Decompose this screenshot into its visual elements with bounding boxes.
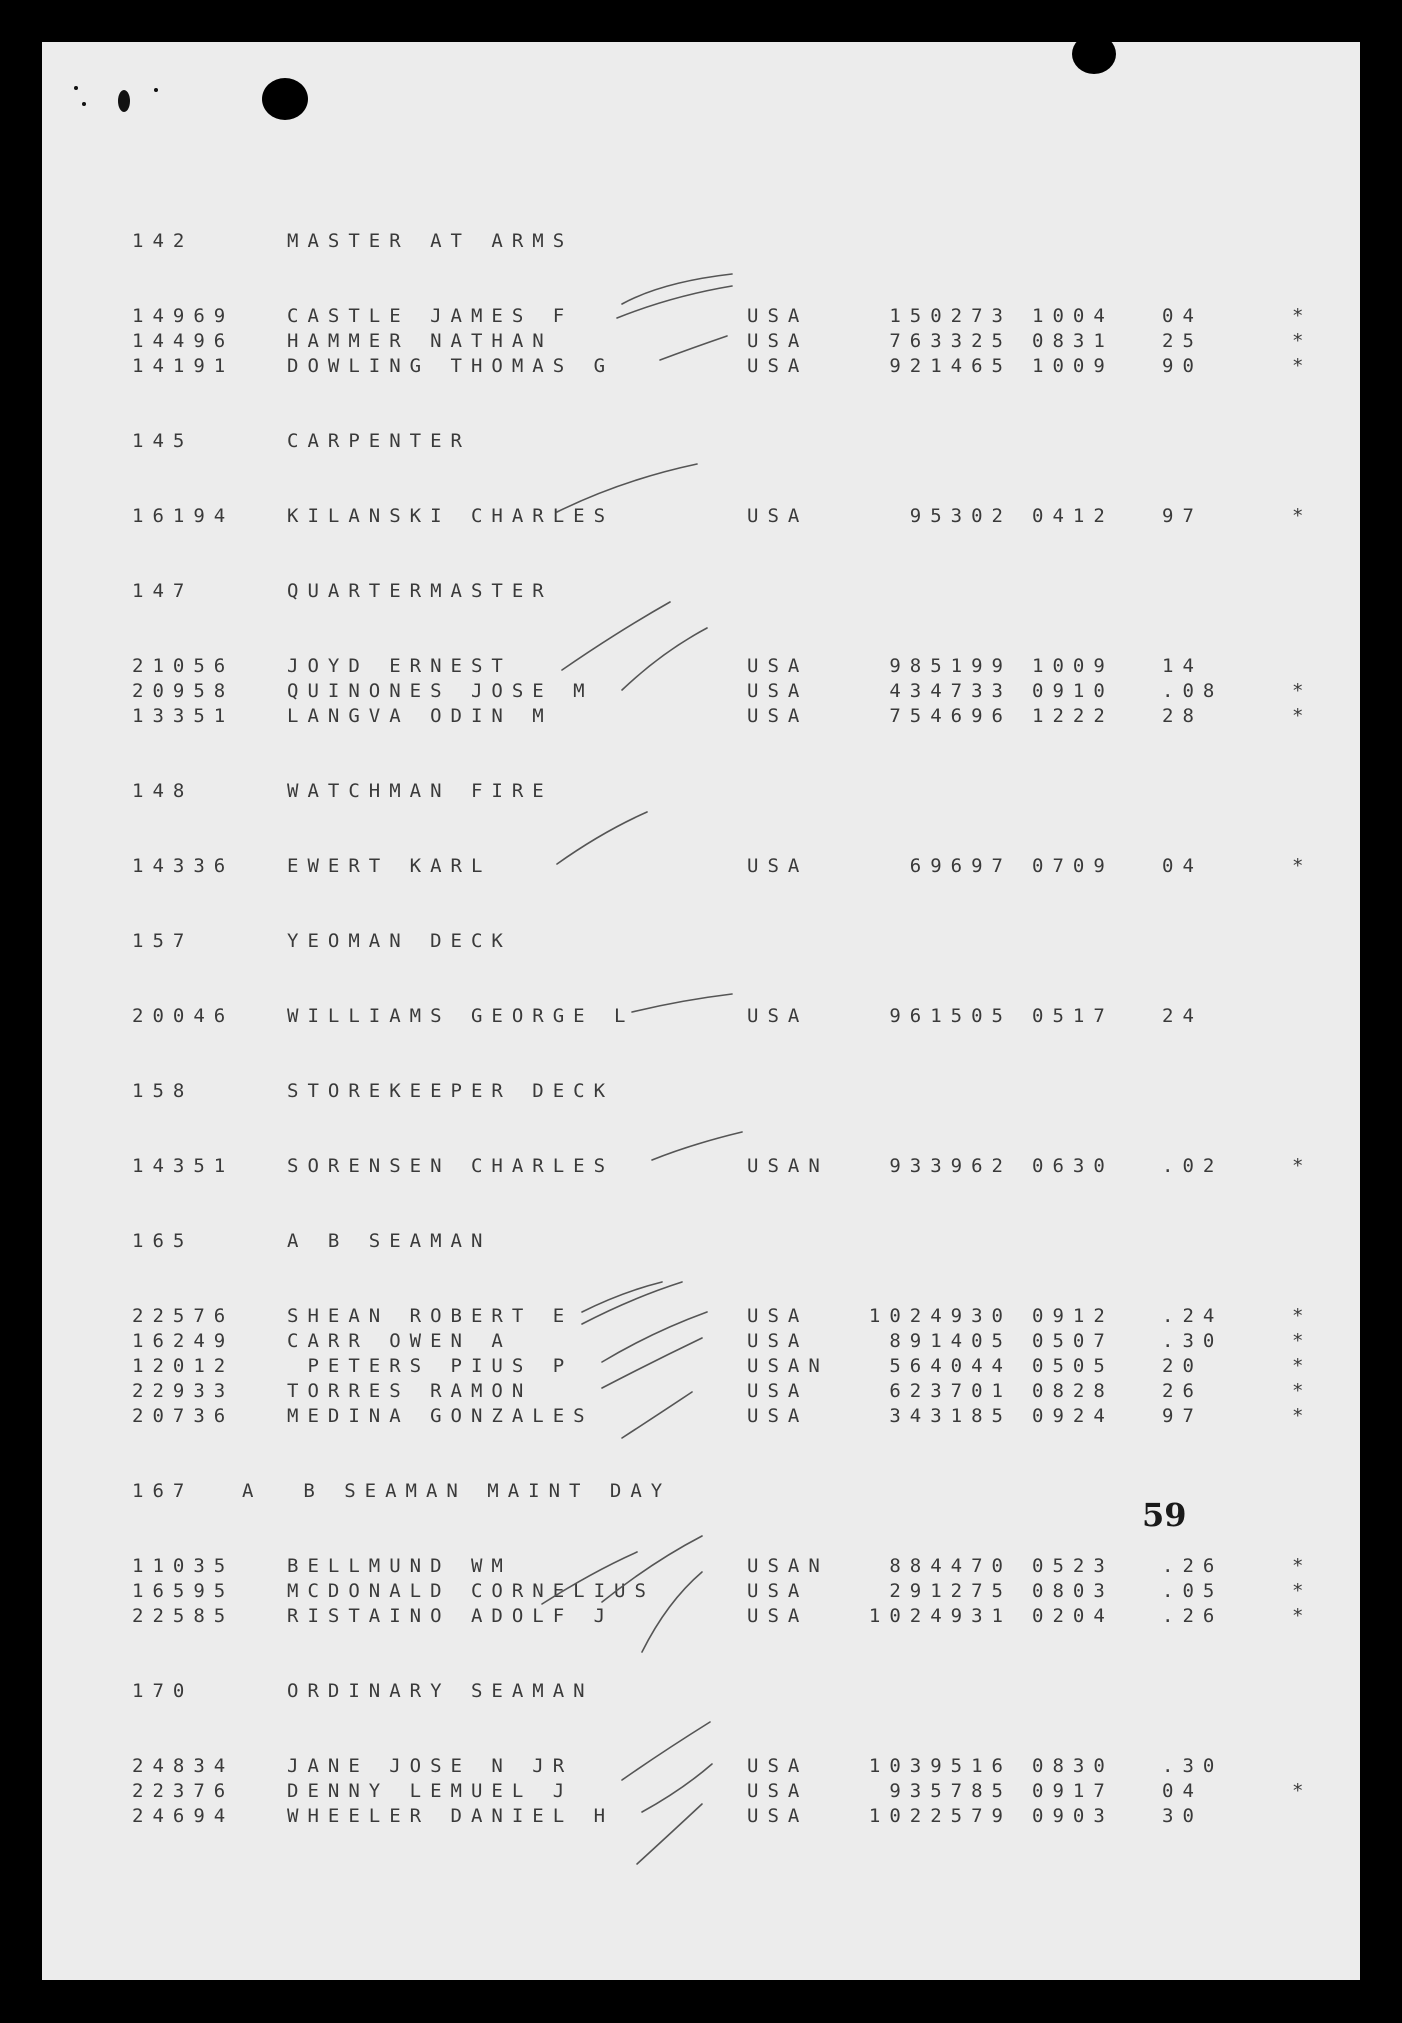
record-name: JANE JOSE N JR [287,1755,574,1777]
check-mark [602,1536,702,1602]
record-id: 14191 [132,355,235,377]
record-number: 95302 [909,505,1012,527]
record-number: 1022579 [868,1805,1012,1827]
record-name: BELLMUND WM [287,1555,512,1577]
record-id: 24694 [132,1805,235,1827]
record-nationality: USAN [747,1355,829,1377]
section-title: YEOMAN DECK [287,930,512,952]
section-code: 165 [132,1230,194,1252]
check-mark [637,1804,702,1864]
record-id: 14336 [132,855,235,877]
record-star-mark: * [1292,1605,1313,1627]
record-value: .02 [1162,1155,1224,1177]
section-code: 157 [132,930,194,952]
section-title: QUARTERMASTER [287,580,553,602]
record-name: TORRES RAMON [287,1380,533,1402]
record-name: EWERT KARL [287,855,492,877]
record-value: 97 [1162,505,1203,527]
record-value: 04 [1162,305,1203,327]
record-number: 434733 [889,680,1012,702]
record-star-mark: * [1292,330,1313,352]
check-mark [602,1312,707,1362]
record-date: 0830 [1032,1755,1114,1777]
record-value: 20 [1162,1355,1203,1377]
record-value: 26 [1162,1380,1203,1402]
record-number: 1024930 [868,1305,1012,1327]
record-name: PETERS PIUS P [287,1355,574,1377]
record-id: 20046 [132,1005,235,1027]
record-date: 0507 [1032,1330,1114,1352]
record-value: .26 [1162,1605,1224,1627]
record-nationality: USA [747,305,809,327]
record-name: LANGVA ODIN M [287,705,553,727]
record-nationality: USA [747,1580,809,1602]
record-id: 22376 [132,1780,235,1802]
record-number: 1024931 [868,1605,1012,1627]
record-date: 0204 [1032,1605,1114,1627]
record-id: 16194 [132,505,235,527]
record-nationality: USA [747,1305,809,1327]
section-code: 142 [132,230,194,252]
record-nationality: USA [747,330,809,352]
record-nationality: USA [747,680,809,702]
record-id: 14496 [132,330,235,352]
record-number: 891405 [889,1330,1012,1352]
record-number: 933962 [889,1155,1012,1177]
check-mark [622,1722,710,1780]
record-date: 0709 [1032,855,1114,877]
record-name: DOWLING THOMAS G [287,355,615,377]
record-name: HAMMER NATHAN [287,330,553,352]
record-date: 0910 [1032,680,1114,702]
record-star-mark: * [1292,680,1313,702]
record-nationality: USA [747,655,809,677]
record-value: 97 [1162,1405,1203,1427]
record-name: SORENSEN CHARLES [287,1155,615,1177]
record-nationality: USA [747,505,809,527]
record-nationality: USAN [747,1155,829,1177]
record-value: .26 [1162,1555,1224,1577]
record-value: .08 [1162,680,1224,702]
section-title: A B SEAMAN MAINT DAY [242,1480,672,1502]
record-number: 150273 [889,305,1012,327]
record-date: 0903 [1032,1805,1114,1827]
record-nationality: USA [747,1805,809,1827]
record-number: 884470 [889,1555,1012,1577]
record-date: 0924 [1032,1405,1114,1427]
check-mark [632,994,732,1012]
section-title: WATCHMAN FIRE [287,780,553,802]
record-id: 22933 [132,1380,235,1402]
record-date: 0831 [1032,330,1114,352]
record-value: 04 [1162,1780,1203,1802]
record-star-mark: * [1292,1305,1313,1327]
record-value: 14 [1162,655,1203,677]
record-id: 14351 [132,1155,235,1177]
record-name: DENNY LEMUEL J [287,1780,574,1802]
record-nationality: USA [747,855,809,877]
record-name: WILLIAMS GEORGE L [287,1005,635,1027]
record-number: 343185 [889,1405,1012,1427]
record-date: 0517 [1032,1005,1114,1027]
record-star-mark: * [1292,855,1313,877]
section-code: 147 [132,580,194,602]
record-star-mark: * [1292,1155,1313,1177]
section-code: 167 [132,1480,194,1502]
record-name: QUINONES JOSE M [287,680,594,702]
record-nationality: USA [747,1780,809,1802]
record-name: CARR OWEN A [287,1330,512,1352]
section-code: 145 [132,430,194,452]
record-value: 24 [1162,1005,1203,1027]
record-date: 0803 [1032,1580,1114,1602]
record-star-mark: * [1292,1405,1313,1427]
record-star-mark: * [1292,1780,1313,1802]
record-number: 564044 [889,1355,1012,1377]
check-mark [622,628,707,690]
record-nationality: USA [747,355,809,377]
record-name: MEDINA GONZALES [287,1405,594,1427]
check-mark [557,464,697,512]
record-star-mark: * [1292,1355,1313,1377]
record-star-mark: * [1292,505,1313,527]
record-value: 30 [1162,1805,1203,1827]
record-date: 0505 [1032,1355,1114,1377]
document-page [42,42,1360,1980]
section-code: 148 [132,780,194,802]
section-title: CARPENTER [287,430,471,452]
section-title: STOREKEEPER DECK [287,1080,615,1102]
record-value: 04 [1162,855,1203,877]
record-star-mark: * [1292,705,1313,727]
record-number: 763325 [889,330,1012,352]
record-nationality: USA [747,1405,809,1427]
record-star-mark: * [1292,305,1313,327]
record-date: 1222 [1032,705,1114,727]
record-number: 291275 [889,1580,1012,1602]
record-nationality: USA [747,1755,809,1777]
record-name: WHEELER DANIEL H [287,1805,615,1827]
record-id: 20958 [132,680,235,702]
record-star-mark: * [1292,1380,1313,1402]
record-star-mark: * [1292,355,1313,377]
record-date: 1004 [1032,305,1114,327]
record-date: 0523 [1032,1555,1114,1577]
record-nationality: USA [747,1330,809,1352]
record-star-mark: * [1292,1580,1313,1602]
record-id: 16249 [132,1330,235,1352]
record-id: 22585 [132,1605,235,1627]
section-code: 158 [132,1080,194,1102]
record-date: 0917 [1032,1780,1114,1802]
record-name: KILANSKI CHARLES [287,505,615,527]
record-star-mark: * [1292,1330,1313,1352]
section-title: ORDINARY SEAMAN [287,1680,594,1702]
record-name: JOYD ERNEST [287,655,512,677]
record-date: 1009 [1032,655,1114,677]
record-name: MCDONALD CORNELIUS [287,1580,655,1602]
section-title: A B SEAMAN [287,1230,492,1252]
record-value: 25 [1162,330,1203,352]
record-id: 12012 [132,1355,235,1377]
record-nationality: USA [747,1005,809,1027]
record-date: 0412 [1032,505,1114,527]
check-mark [562,602,670,670]
handwritten-check-marks [42,42,1360,1980]
record-value: .24 [1162,1305,1224,1327]
check-mark [542,1552,637,1604]
record-number: 623701 [889,1380,1012,1402]
record-name: SHEAN ROBERT E [287,1305,574,1327]
record-date: 0630 [1032,1155,1114,1177]
record-value: 28 [1162,705,1203,727]
section-code: 170 [132,1680,194,1702]
record-name: RISTAINO ADOLF J [287,1605,615,1627]
record-name: CASTLE JAMES F [287,305,574,327]
record-number: 921465 [889,355,1012,377]
record-nationality: USAN [747,1555,829,1577]
check-mark [660,336,727,360]
check-mark [642,1572,702,1652]
record-id: 14969 [132,305,235,327]
check-mark [557,812,647,864]
record-id: 11035 [132,1555,235,1577]
record-value: .30 [1162,1755,1224,1777]
record-number: 1039516 [868,1755,1012,1777]
check-mark [652,1132,742,1160]
record-number: 985199 [889,655,1012,677]
record-value: 90 [1162,355,1203,377]
record-nationality: USA [747,705,809,727]
record-nationality: USA [747,1380,809,1402]
record-id: 20736 [132,1405,235,1427]
record-value: .05 [1162,1580,1224,1602]
record-value: .30 [1162,1330,1224,1352]
record-date: 0912 [1032,1305,1114,1327]
record-star-mark: * [1292,1555,1313,1577]
record-date: 0828 [1032,1380,1114,1402]
check-mark [582,1282,682,1324]
record-nationality: USA [747,1605,809,1627]
record-number: 935785 [889,1780,1012,1802]
check-mark [582,1282,662,1312]
page-number: 59 [1142,1496,1187,1534]
record-id: 21056 [132,655,235,677]
check-mark [622,1392,692,1438]
record-number: 754696 [889,705,1012,727]
section-title: MASTER AT ARMS [287,230,574,252]
record-id: 22576 [132,1305,235,1327]
check-mark [617,286,732,318]
record-id: 24834 [132,1755,235,1777]
record-number: 69697 [909,855,1012,877]
record-id: 16595 [132,1580,235,1602]
record-id: 13351 [132,705,235,727]
check-mark [602,1338,702,1388]
record-number: 961505 [889,1005,1012,1027]
record-date: 1009 [1032,355,1114,377]
